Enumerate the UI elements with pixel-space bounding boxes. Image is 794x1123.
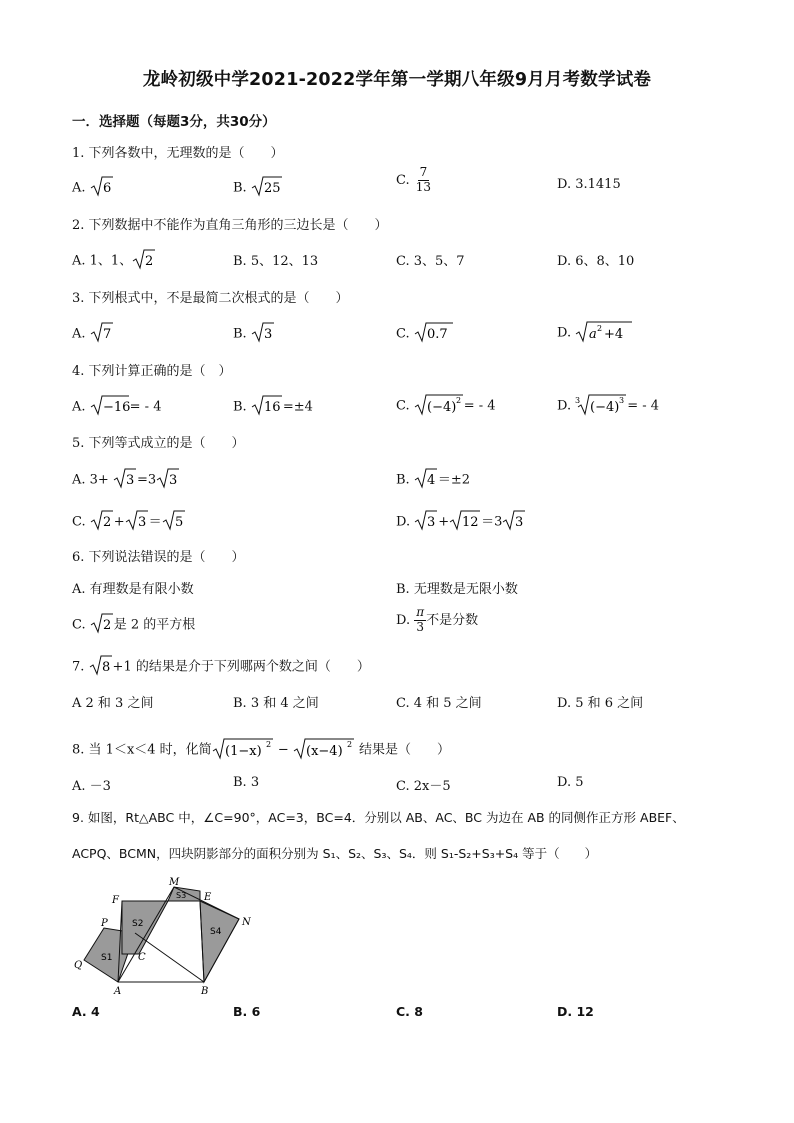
svg-text:3: 3 bbox=[125, 473, 135, 488]
svg-text:3: 3 bbox=[263, 327, 273, 342]
q8-option-b: B. 3 bbox=[233, 775, 260, 790]
sqrt-glyph bbox=[251, 175, 283, 197]
sqrt-symbol bbox=[251, 394, 283, 420]
sqrt-symbol bbox=[251, 175, 283, 201]
q2-option-a: A. 1、1、 2 bbox=[72, 248, 156, 274]
q1-option-d: D. 3.1415 bbox=[557, 177, 621, 192]
sqrt-glyph bbox=[90, 321, 114, 343]
q6-option-c: C. 2 是 2 的平方根 bbox=[72, 612, 195, 638]
sqrt-glyph bbox=[414, 321, 454, 343]
sqrt-symbol bbox=[156, 467, 180, 493]
sqrt-symbol bbox=[162, 509, 186, 535]
q4-option-c: C. (−4) 2 = - 4 bbox=[396, 392, 496, 420]
q6-option-a: A. 有理数是有限小数 bbox=[72, 582, 194, 597]
q2-option-b: B. 5、12、13 bbox=[233, 254, 319, 269]
svg-text:25: 25 bbox=[263, 181, 281, 196]
question-4-stem: 4. 下列计算正确的是（ ） bbox=[72, 364, 232, 379]
question-6-stem: 6. 下列说法错误的是（ ） bbox=[72, 550, 245, 565]
q9-option-b: B. 6 bbox=[233, 1004, 261, 1019]
section-heading: 一．选择题（每题3分，共30分） bbox=[72, 114, 276, 130]
sqrt-symbol bbox=[575, 319, 633, 347]
svg-text:−16: −16 bbox=[102, 400, 130, 415]
sqrt-glyph bbox=[414, 509, 438, 531]
sqrt-symbol bbox=[90, 509, 114, 535]
question-9-stem-line-2: ACPQ、BCMN，四块阴影部分的面积分别为 S₁、S₂、S₃、S₄．则 S₁-S₂+S₃+S₄ 等于（ ） bbox=[72, 846, 598, 861]
q3-option-d: D. a 2 +4 bbox=[557, 319, 633, 347]
sqrt-symbol bbox=[251, 321, 275, 347]
sqrt-glyph bbox=[90, 509, 114, 531]
svg-text:(−4): (−4) bbox=[590, 400, 620, 415]
sqrt-glyph bbox=[89, 654, 113, 676]
shaded-s4 bbox=[200, 901, 239, 982]
sqrt-symbol bbox=[90, 321, 114, 347]
question-1-stem: 1. 下列各数中，无理数的是（ ） bbox=[72, 146, 284, 161]
question-9-stem-line-1: 9. 如图，Rt△ABC 中，∠C=90°，AC=3，BC=4．分别以 AB、AC、BC 为边在 AB 的同侧作正方形 ABEF、 bbox=[72, 810, 685, 825]
svg-text:2: 2 bbox=[455, 396, 461, 405]
question-3-stem: 3. 下列根式中，不是最简二次根式的是（ ） bbox=[72, 291, 349, 306]
sqrt-glyph bbox=[90, 612, 114, 634]
q4-option-a: A. −16 = - 4 bbox=[72, 394, 161, 420]
cbrt-neg4-cubed bbox=[575, 392, 627, 416]
svg-text:C: C bbox=[138, 952, 146, 963]
sqrt-glyph bbox=[132, 248, 156, 270]
svg-text:3: 3 bbox=[515, 515, 524, 530]
q9-option-c: C. 8 bbox=[396, 1004, 423, 1019]
svg-text:+4: +4 bbox=[604, 327, 624, 342]
q8-option-a: A. －3 bbox=[72, 779, 111, 794]
sqrt-symbol bbox=[449, 509, 481, 535]
svg-text:(x−4): (x−4) bbox=[305, 744, 343, 759]
svg-text:S2: S2 bbox=[132, 919, 144, 929]
cbrt-symbol bbox=[575, 392, 627, 420]
q6-option-d: D. $\frac{\pi}{3}$ 不是分数 bbox=[396, 605, 479, 634]
sqrt-symbol bbox=[414, 392, 464, 420]
sqrt-glyph bbox=[162, 509, 186, 531]
sqrt-neg4-squared bbox=[414, 392, 464, 416]
sqrt-symbol bbox=[90, 612, 114, 638]
question-8-stem: 8. 当 1＜x＜4 时，化简 (1−x) 2 − (x−4) 2 结果是（ ） bbox=[72, 736, 450, 764]
svg-text:2: 2 bbox=[102, 618, 112, 633]
q5-option-a: A. 3+ 3 =3 3 bbox=[72, 467, 180, 493]
sqrt-x-minus-4-squared bbox=[293, 736, 355, 760]
sqrt-glyph bbox=[502, 509, 526, 531]
q1-option-a: A. 6 bbox=[72, 175, 114, 201]
svg-text:N: N bbox=[242, 917, 251, 928]
squares-on-triangle-diagram bbox=[70, 870, 270, 1000]
svg-text:4: 4 bbox=[426, 473, 436, 488]
sqrt-symbol bbox=[125, 509, 149, 535]
sqrt-glyph bbox=[113, 467, 137, 489]
svg-text:P: P bbox=[101, 918, 108, 929]
question-7-stem: 7. 8 +1 的结果是介于下列哪两个数之间（ ） bbox=[72, 654, 370, 680]
svg-text:16: 16 bbox=[263, 400, 281, 415]
svg-text:2: 2 bbox=[102, 515, 112, 530]
q4-option-b: B. 16 =±4 bbox=[233, 394, 313, 420]
sqrt-symbol bbox=[212, 736, 274, 764]
svg-text:3: 3 bbox=[619, 396, 625, 405]
q1-option-b: B. 25 bbox=[233, 175, 283, 201]
svg-text:Q: Q bbox=[74, 960, 83, 971]
q5-option-d: D. 3 + 12 ＝3 3 bbox=[396, 509, 526, 535]
svg-text:A: A bbox=[114, 986, 122, 997]
q8-option-d: D. 5 bbox=[557, 775, 584, 790]
question-5-stem: 5. 下列等式成立的是（ ） bbox=[72, 436, 245, 451]
sqrt-1-minus-x-squared bbox=[212, 736, 274, 760]
svg-text:(1−x): (1−x) bbox=[224, 744, 262, 759]
svg-text:12: 12 bbox=[462, 515, 479, 530]
sqrt-glyph bbox=[90, 394, 130, 416]
fraction: $\frac{\pi}{3}$ bbox=[416, 605, 425, 634]
q5-option-b: B. 4 ＝±2 bbox=[396, 467, 470, 493]
q4-option-d: D. 3 (−4) 3 = - 4 bbox=[557, 392, 659, 420]
sqrt-symbol bbox=[90, 175, 114, 201]
svg-text:2: 2 bbox=[597, 324, 603, 333]
svg-text:(−4): (−4) bbox=[426, 400, 457, 415]
svg-text:S3: S3 bbox=[176, 891, 187, 900]
sqrt-symbol bbox=[502, 509, 526, 535]
q7-option-b: B. 3 和 4 之间 bbox=[233, 696, 319, 711]
sqrt-symbol bbox=[414, 509, 438, 535]
q7-option-d: D. 5 和 6 之间 bbox=[557, 696, 644, 711]
q2-option-d: D. 6、8、10 bbox=[557, 254, 635, 269]
sqrt-glyph bbox=[125, 509, 149, 531]
sqrt-symbol bbox=[132, 248, 156, 274]
exam-title: 龙岭初级中学2021-2022学年第一学期八年级9月月考数学试卷 bbox=[142, 70, 652, 90]
svg-text:M: M bbox=[169, 877, 180, 888]
geometry-figure bbox=[70, 870, 270, 1004]
sqrt-glyph bbox=[449, 509, 481, 531]
svg-text:5: 5 bbox=[174, 515, 183, 530]
q9-option-d: D. 12 bbox=[557, 1004, 594, 1019]
svg-text:7: 7 bbox=[102, 327, 111, 342]
q2-option-c: C. 3、5、7 bbox=[396, 254, 465, 269]
q5-option-c: C. 2 + 3 ＝ 5 bbox=[72, 509, 186, 535]
svg-text:E: E bbox=[204, 892, 212, 903]
q7-option-a: A 2 和 3 之间 bbox=[72, 696, 154, 711]
sqrt-symbol bbox=[89, 654, 113, 680]
q8-option-c: C. 2x－5 bbox=[396, 779, 451, 794]
sqrt-symbol bbox=[414, 321, 454, 347]
sqrt-a2-plus-4 bbox=[575, 319, 633, 343]
svg-text:3: 3 bbox=[137, 515, 146, 530]
sqrt-glyph bbox=[414, 467, 438, 489]
q3-option-b: B. 3 bbox=[233, 321, 275, 347]
svg-text:3: 3 bbox=[575, 396, 581, 405]
q7-option-c: C. 4 和 5 之间 bbox=[396, 696, 482, 711]
sqrt-symbol bbox=[414, 467, 438, 493]
sqrt-glyph bbox=[156, 467, 180, 489]
svg-text:S1: S1 bbox=[101, 953, 113, 963]
question-2-stem: 2. 下列数据中不能作为直角三角形的三边长是（ ） bbox=[72, 218, 388, 233]
svg-text:6: 6 bbox=[102, 181, 111, 196]
q1-option-c: C. $\frac{7}{13}$ bbox=[396, 165, 432, 194]
sqrt-symbol bbox=[90, 394, 130, 420]
fraction: $\frac{7}{13}$ bbox=[415, 165, 432, 194]
svg-text:a: a bbox=[589, 327, 597, 342]
svg-text:S4: S4 bbox=[210, 927, 222, 937]
sqrt-glyph bbox=[90, 175, 114, 197]
svg-text:B: B bbox=[201, 986, 209, 997]
q3-option-c: C. 0.7 bbox=[396, 321, 454, 347]
svg-text:2: 2 bbox=[145, 254, 154, 269]
q9-option-a: A. 4 bbox=[72, 1004, 100, 1019]
q3-option-a: A. 7 bbox=[72, 321, 114, 347]
sqrt-symbol bbox=[293, 736, 355, 764]
sqrt-glyph bbox=[251, 394, 283, 416]
sqrt-glyph bbox=[251, 321, 275, 343]
svg-text:3: 3 bbox=[427, 515, 436, 530]
svg-text:0.7: 0.7 bbox=[426, 327, 448, 342]
svg-text:8: 8 bbox=[101, 660, 110, 675]
svg-text:3: 3 bbox=[169, 473, 178, 488]
svg-text:2: 2 bbox=[265, 740, 271, 749]
svg-text:F: F bbox=[112, 895, 119, 906]
svg-text:2: 2 bbox=[346, 740, 352, 749]
sqrt-symbol bbox=[113, 467, 137, 493]
q6-option-b: B. 无理数是无限小数 bbox=[396, 582, 518, 597]
